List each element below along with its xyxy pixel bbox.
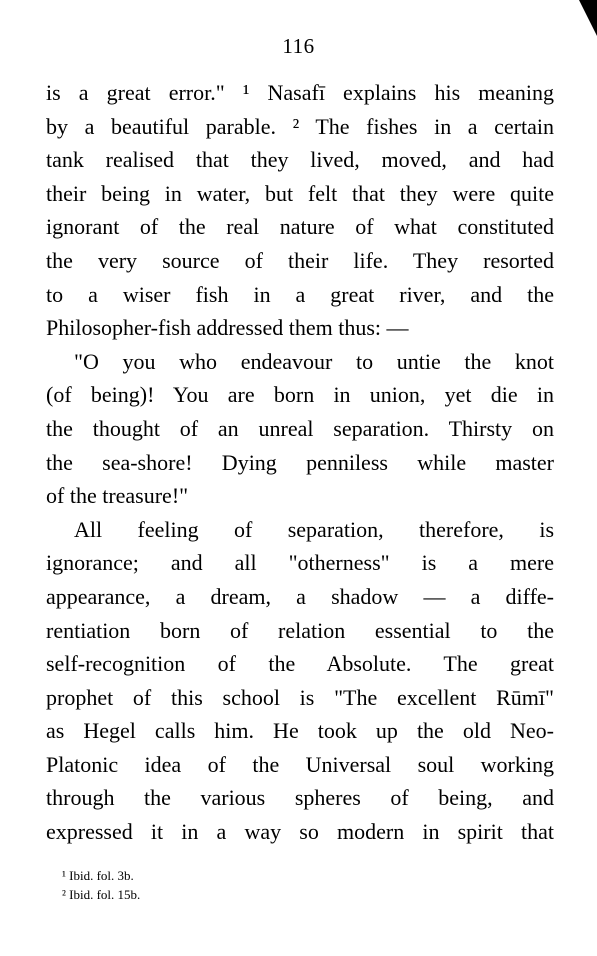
text-line: the sea-shore! Dying penniless while master [46, 449, 554, 475]
text-line: their being in water, but felt that they were quite [46, 180, 554, 206]
text-line: is a great error." ¹ Nasafī explains his meaning [46, 80, 554, 105]
text-line: rentiation born of relation essential to the [46, 617, 554, 643]
text-line: tank realised that they lived, moved, and had [46, 147, 554, 173]
text-line: to a wiser fish in a great river, and the [46, 281, 554, 307]
body-text [46, 76, 554, 849]
text-line: All feeling of separation, therefore, is [74, 516, 554, 542]
text-line: Platonic idea of the Universal soul working [46, 751, 554, 777]
page-number: 116 [282, 34, 315, 58]
footnote: ² Ibid. fol. 15b. [62, 887, 141, 902]
footnotes [62, 866, 140, 904]
text-line: through the various spheres of being, and [46, 785, 554, 811]
footnote: ¹ Ibid. fol. 3b. [62, 868, 134, 883]
text-line: by a beautiful parable. ² The fishes in a certain [46, 113, 554, 139]
text-line: expressed it in a way so modern in spirit that [46, 819, 554, 845]
text-line: self-recognition of the Absolute. The great [46, 651, 554, 677]
text-line: ignorant of the real nature of what constituted [46, 214, 554, 240]
text-line: the thought of an unreal separation. Thirsty on [46, 415, 554, 441]
text-line: appearance, a dream, a shadow — a diffe- [46, 583, 554, 609]
text-line: of the treasure!" [46, 483, 189, 509]
text-line: Philosopher-fish addressed them thus: — [46, 315, 409, 341]
text-line: as Hegel calls him. He took up the old Neo- [46, 718, 554, 744]
page-corner-mark [579, 0, 597, 36]
text-line: prophet of this school is "The excellent Rūmī" [46, 684, 554, 710]
text-line: ignorance; and all "otherness" is a mere [46, 550, 554, 576]
text-line: the very source of their life. They resorted [46, 247, 554, 273]
text-line: (of being)! You are born in union, yet die in [46, 382, 554, 408]
text-line: "O you who endeavour to untie the knot [74, 348, 554, 374]
